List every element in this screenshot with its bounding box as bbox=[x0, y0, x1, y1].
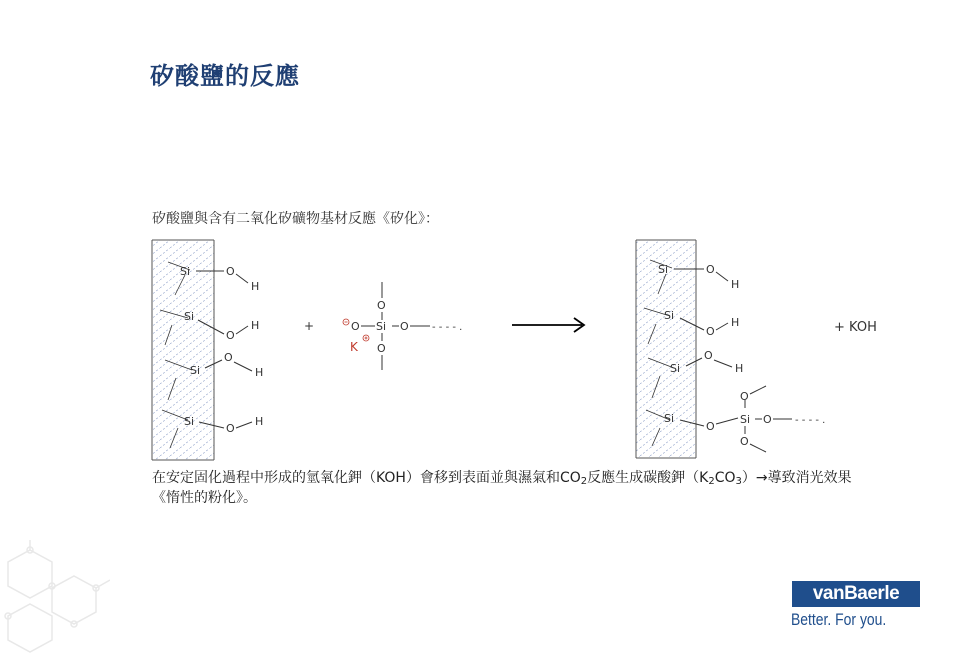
svg-text:Si: Si bbox=[658, 263, 669, 276]
svg-text:K: K bbox=[350, 340, 358, 354]
svg-text:- - - - .: - - - - . bbox=[432, 322, 463, 333]
svg-text:Si: Si bbox=[376, 320, 387, 333]
svg-text:Si: Si bbox=[740, 413, 751, 426]
svg-text:H: H bbox=[251, 280, 260, 293]
svg-text:Si: Si bbox=[664, 412, 675, 425]
svg-text:O: O bbox=[706, 420, 715, 433]
plus-sign: + bbox=[304, 319, 315, 333]
svg-text:H: H bbox=[251, 319, 260, 332]
product-koh-label: + KOH bbox=[834, 320, 877, 335]
brand-logo: vanBaerle bbox=[792, 581, 920, 607]
brand-tagline: Better. For you. bbox=[791, 610, 887, 629]
svg-text:O: O bbox=[763, 413, 772, 426]
svg-text:O: O bbox=[377, 299, 386, 312]
svg-text:O: O bbox=[226, 422, 235, 435]
svg-text:O: O bbox=[740, 390, 749, 403]
svg-text:Si: Si bbox=[184, 310, 195, 323]
svg-text:O: O bbox=[226, 329, 235, 342]
svg-text:- - - - .: - - - - . bbox=[795, 415, 826, 426]
svg-text:O: O bbox=[351, 320, 360, 333]
svg-text:Si: Si bbox=[670, 362, 681, 375]
svg-text:O: O bbox=[704, 349, 713, 362]
svg-text:O: O bbox=[740, 435, 749, 448]
explanation-text: 在安定固化過程中形成的氫氧化鉀（KOH）會移到表面並與濕氣和$CO_2$反應生成碳酸鉀$(K_2CO_3)\to$導致消光效果《惰性的粉化》。 bbox=[152, 470, 852, 506]
molecule-pattern-icon bbox=[0, 540, 110, 665]
svg-text:O: O bbox=[706, 263, 715, 276]
page-title: 矽酸鹽的反應 bbox=[150, 62, 300, 90]
svg-text:Si: Si bbox=[190, 364, 201, 377]
svg-text:H: H bbox=[255, 415, 264, 428]
potassium-silicate bbox=[343, 282, 462, 370]
svg-text:Si: Si bbox=[184, 415, 195, 428]
svg-text:H: H bbox=[731, 278, 740, 291]
svg-text:Si: Si bbox=[180, 265, 191, 278]
svg-text:O: O bbox=[400, 320, 409, 333]
svg-text:H: H bbox=[735, 362, 744, 375]
svg-text:H: H bbox=[255, 366, 264, 379]
svg-text:O: O bbox=[706, 325, 715, 338]
svg-text:H: H bbox=[731, 316, 740, 329]
svg-text:O: O bbox=[224, 351, 233, 364]
svg-text:Si: Si bbox=[664, 309, 675, 322]
svg-text:O: O bbox=[377, 342, 386, 355]
svg-text:O: O bbox=[226, 265, 235, 278]
reaction-arrow-icon bbox=[512, 318, 584, 332]
intro-text: 矽酸鹽與含有二氧化矽礦物基材反應《矽化》： bbox=[152, 211, 439, 227]
